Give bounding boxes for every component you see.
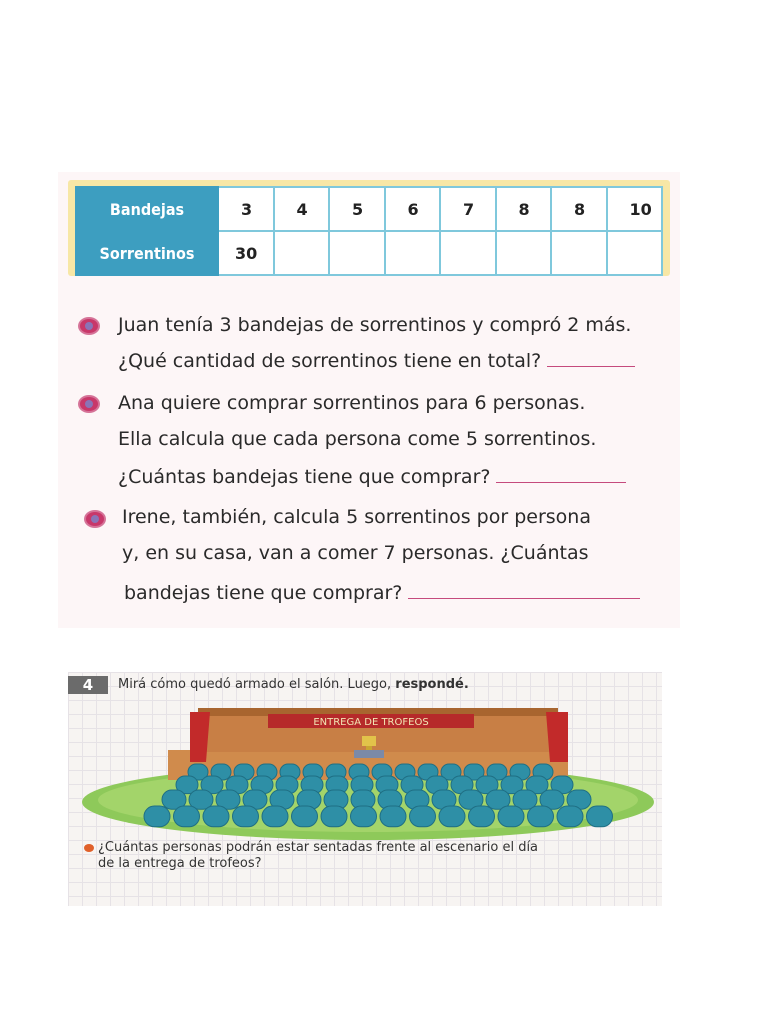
question-2-line-1: Ana quiere comprar sorrentinos para 6 personas. [118,392,586,414]
question-3-line-2: y, en su casa, van a comer 7 personas. ¿Cuántas [122,542,589,564]
question-2-text: ¿Cuántas bandejas tiene que comprar? [118,466,491,488]
chair [144,806,170,827]
auditorium-illustration [78,702,658,842]
cell-bandejas-4: 6 [385,187,441,231]
activity-question [98,840,538,872]
cell-bandejas-8: 10 [607,187,663,231]
cell-sorrentinos-3[interactable] [329,231,385,275]
chair [321,806,347,827]
data-table [75,186,663,276]
question-2-line-2: Ella calcula que cada persona come 5 sorrentinos. [118,428,597,450]
chair [262,806,288,827]
chair [380,806,406,827]
answer-line-3[interactable] [408,597,640,599]
activity-title [118,677,469,692]
bullet-icon [80,319,98,333]
chair [587,806,613,827]
cell-bandejas-1: 3 [218,187,274,231]
chair [174,806,200,827]
row-header-bandejas: Bandejas [76,187,218,231]
data-table-frame [68,180,670,276]
cell-sorrentinos-8[interactable] [607,231,663,275]
chair [557,806,583,827]
worksheet [58,172,680,628]
banner-text: ENTREGA DE TROFEOS [313,717,429,728]
bullet-icon [86,512,104,526]
chair [469,806,495,827]
cell-bandejas-5: 7 [440,187,496,231]
question-1-text: ¿Qué cantidad de sorrentinos tiene en total? [118,350,542,372]
chair [351,806,377,827]
answer-line-1[interactable] [547,365,635,367]
trophy-icon [362,736,376,746]
chair [498,806,524,827]
activity-title-bold: respondé. [395,677,469,692]
chair [528,806,554,827]
activity-question-line-2: de la entrega de trofeos? [98,856,262,871]
question-2-line-3 [118,466,626,488]
activity-number: 4 [68,676,108,694]
cell-sorrentinos-2[interactable] [274,231,330,275]
answer-line-2[interactable] [496,481,626,483]
activity-question-line-1: ¿Cuántas personas podrán estar sentadas frente al escenario el día [98,840,539,855]
cell-sorrentinos-5[interactable] [440,231,496,275]
question-3-line-1: Irene, también, calcula 5 sorrentinos por persona [122,506,591,528]
cell-sorrentinos-7[interactable] [551,231,607,275]
cell-bandejas-3: 5 [329,187,385,231]
question-3-text: bandejas tiene que comprar? [124,582,403,604]
activity-title-start: Mirá cómo quedó armado el salón. Luego, [118,677,396,692]
chair [410,806,436,827]
row-header-sorrentinos: Sorrentinos [76,231,218,275]
cell-bandejas-7: 8 [551,187,607,231]
question-1-line-1: Juan tenía 3 bandejas de sorrentinos y compró 2 más. [118,314,632,336]
cell-sorrentinos-4[interactable] [385,231,441,275]
cell-bandejas-6: 8 [496,187,552,231]
bullet-icon [84,844,94,852]
chair [233,806,259,827]
question-3-line-3 [124,582,640,604]
cell-sorrentinos-1: 30 [218,231,274,275]
chair [203,806,229,827]
chair [439,806,465,827]
cell-bandejas-2: 4 [274,187,330,231]
bullet-icon [80,397,98,411]
question-1-line-2 [118,350,635,372]
cell-sorrentinos-6[interactable] [496,231,552,275]
activity-4 [68,672,662,906]
chair [292,806,318,827]
